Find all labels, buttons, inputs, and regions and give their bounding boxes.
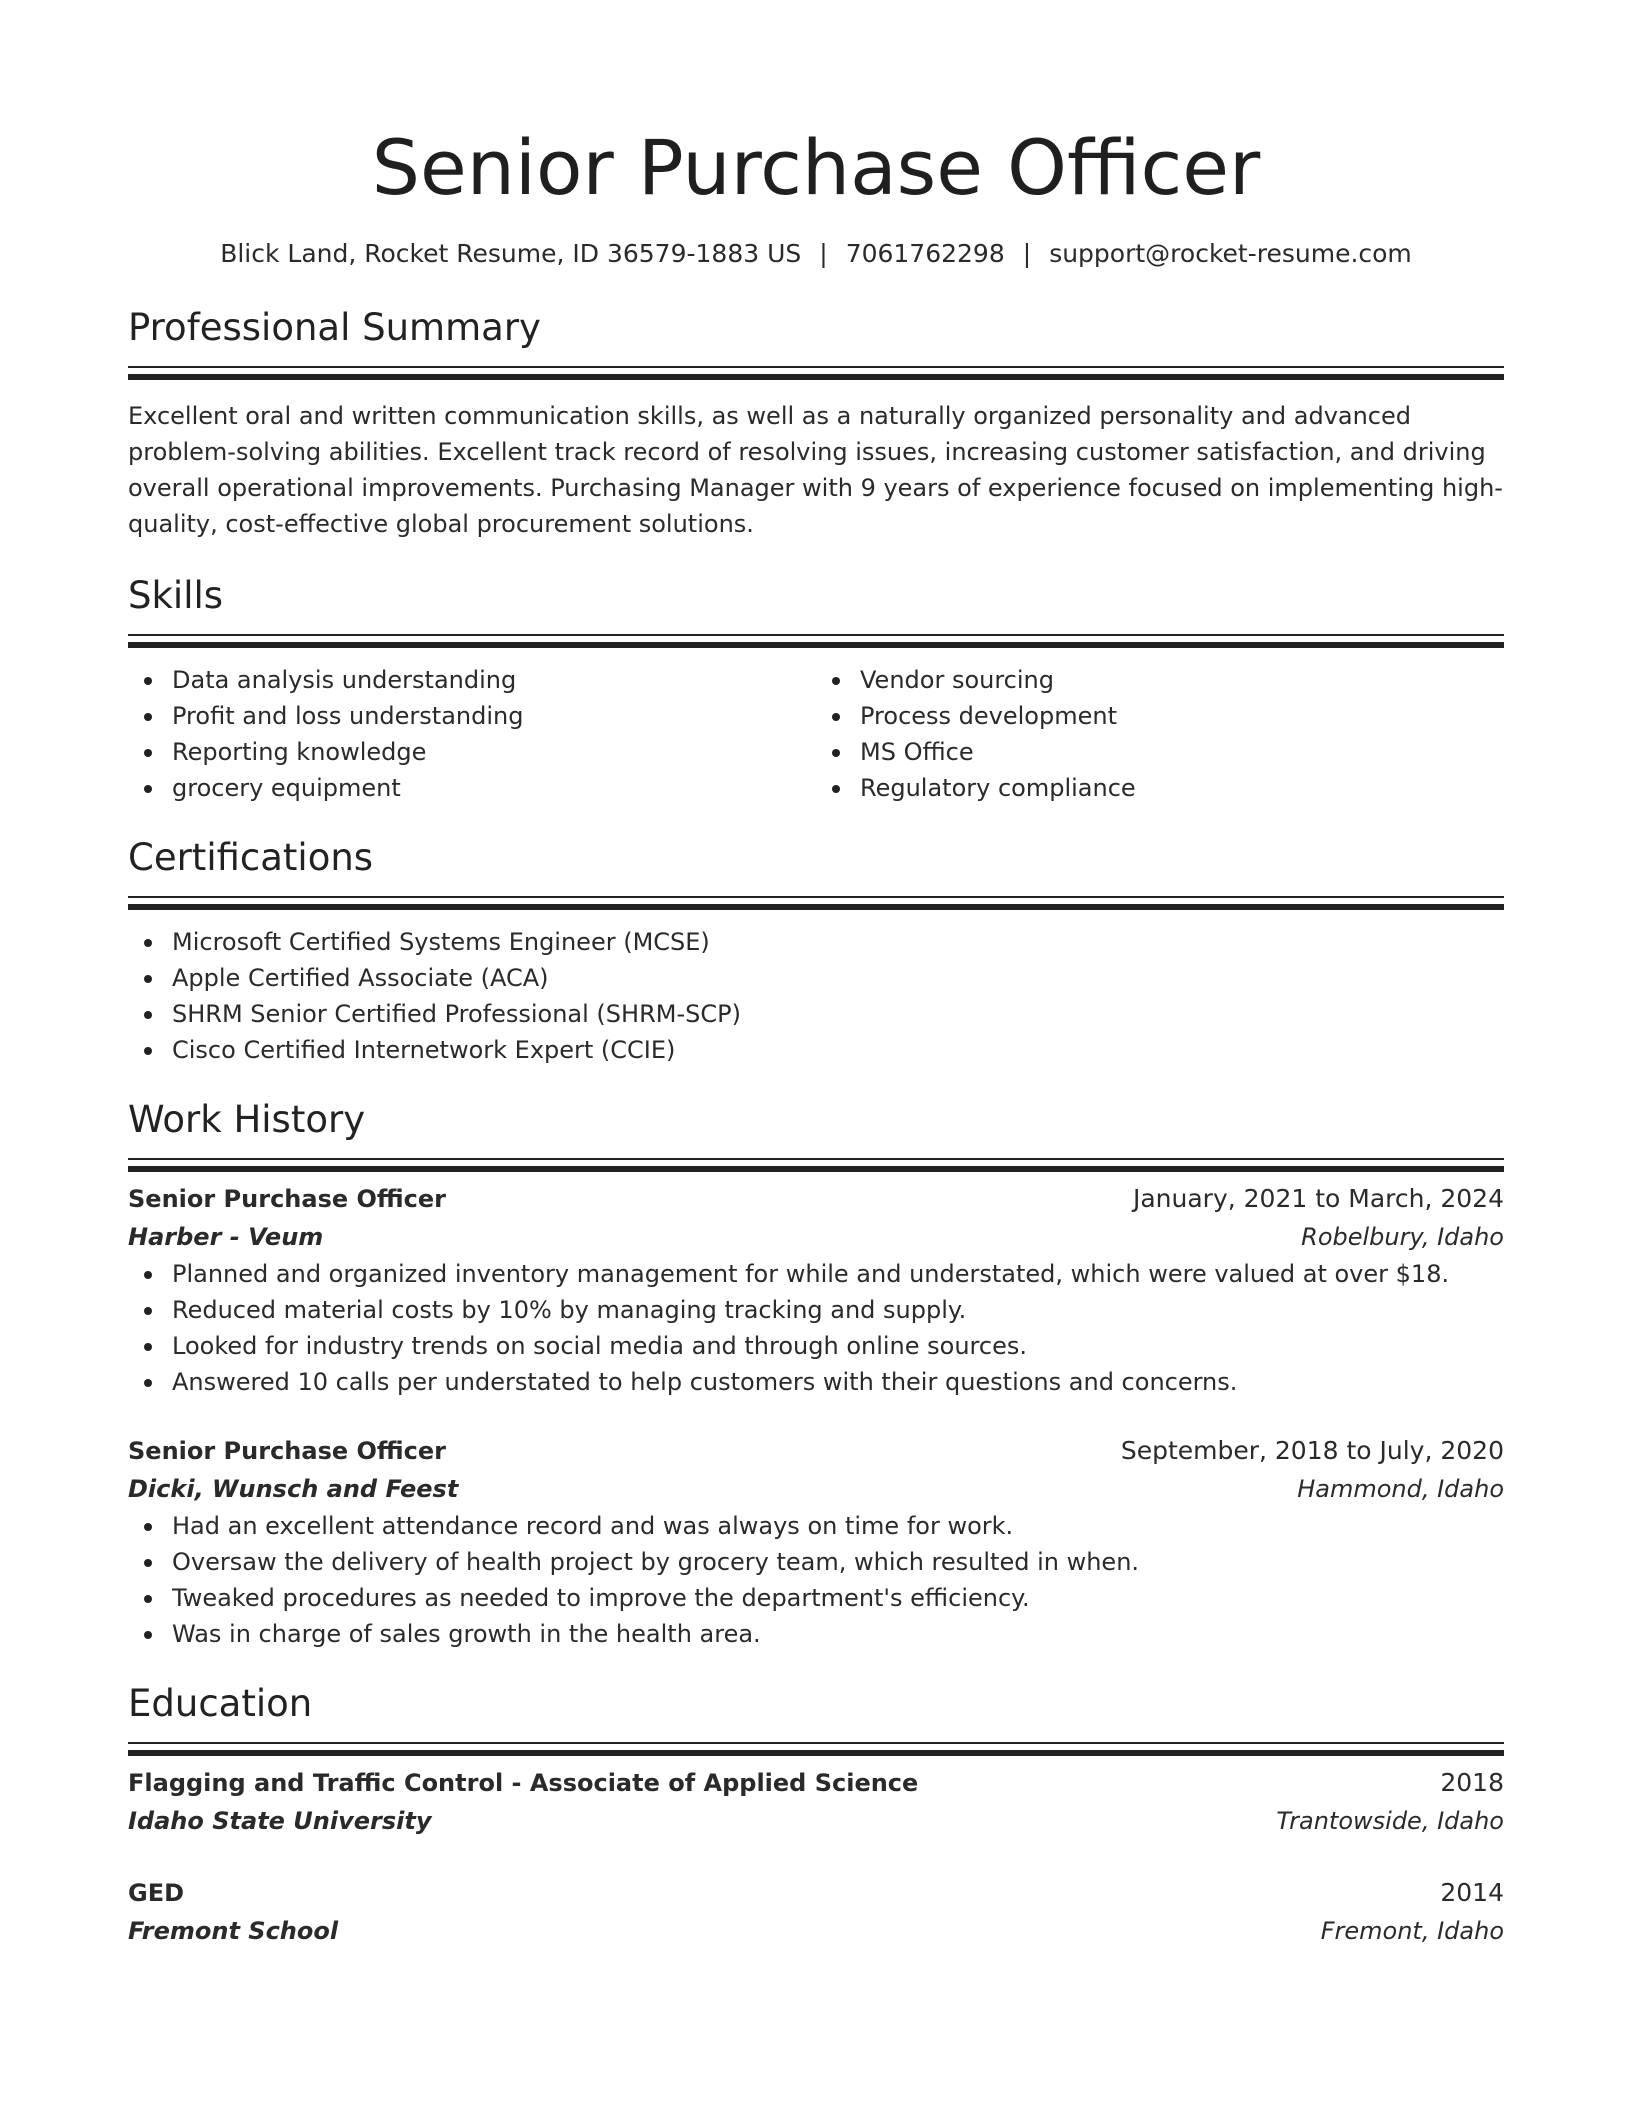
job-bullet: Planned and organized inventory management for while and understated, which were valued at over $18. (172, 1256, 1504, 1292)
job-company: Dicki, Wunsch and Feest (128, 1475, 459, 1503)
job-subheader (128, 1470, 1504, 1508)
contact-line (128, 236, 1504, 272)
certifications-list (128, 924, 1504, 1068)
job-entry (128, 1180, 1504, 1400)
education-header (128, 1764, 1504, 1802)
job-bullet: Answered 10 calls per understated to help customers with their questions and concerns. (172, 1364, 1504, 1400)
section-divider (128, 366, 1504, 368)
job-subheader (128, 1218, 1504, 1256)
skill-item: Regulatory compliance (860, 770, 1504, 806)
job-title: Senior Purchase Officer (128, 1437, 446, 1465)
job-company: Harber - Veum (128, 1223, 324, 1251)
job-bullet: Reduced material costs by 10% by managing tracking and supply. (172, 1292, 1504, 1328)
contact-separator: | (819, 239, 828, 268)
education-degree: Flagging and Traffic Control - Associate of Applied Science (128, 1769, 919, 1797)
education-entry (128, 1764, 1504, 1840)
job-entry (128, 1432, 1504, 1652)
job-dates: September, 2018 to July, 2020 (1120, 1436, 1504, 1465)
job-bullet: Had an excellent attendance record and was always on time for work. (172, 1508, 1504, 1544)
work-history-section (128, 1096, 1504, 1652)
job-title: Senior Purchase Officer (128, 1185, 446, 1213)
job-bullet: Oversaw the delivery of health project by grocery team, which resulted in when. (172, 1544, 1504, 1580)
job-bullet: Was in charge of sales growth in the health area. (172, 1616, 1504, 1652)
skill-item: Process development (860, 698, 1504, 734)
certification-item: SHRM Senior Certified Professional (SHRM-SCP) (172, 996, 1504, 1032)
certification-item: Microsoft Certified Systems Engineer (MCSE) (172, 924, 1504, 960)
contact-email[interactable]: support@rocket-resume.com (1049, 239, 1412, 268)
certification-item: Apple Certified Associate (ACA) (172, 960, 1504, 996)
summary-text: Excellent oral and written communication skills, as well as a naturally organized personality and advanced problem-solving abilities. Excellent track record of resolving issues, increasing customer satisfaction, and driving overall operational improvements. Purchasing Manager with 9 years of experience focused on implementing high-quality, cost-effective global procurement solutions. (128, 402, 1503, 538)
section-divider (128, 896, 1504, 898)
certification-item: Cisco Certified Internetwork Expert (CCIE) (172, 1032, 1504, 1068)
skill-item: Vendor sourcing (860, 662, 1504, 698)
education-subheader (128, 1912, 1504, 1950)
education-heading: Education (128, 1682, 313, 1725)
work-history-heading: Work History (128, 1098, 366, 1141)
job-bullet: Looked for industry trends on social media and through online sources. (172, 1328, 1504, 1364)
contact-address: Blick Land, Rocket Resume, ID 36579-1883 US (220, 239, 802, 268)
education-school: Idaho State University (128, 1807, 432, 1835)
contact-phone: 7061762298 (845, 239, 1005, 268)
job-header (128, 1180, 1504, 1218)
education-school: Fremont School (128, 1917, 339, 1945)
certifications-section (128, 834, 1504, 1068)
education-header (128, 1874, 1504, 1912)
job-bullets (128, 1508, 1504, 1652)
job-dates: January, 2021 to March, 2024 (1132, 1184, 1504, 1213)
skills-section (128, 572, 1504, 806)
skills-list-left (128, 662, 816, 806)
education-year: 2014 (1440, 1878, 1504, 1907)
education-degree: GED (128, 1879, 185, 1907)
contact-separator: | (1022, 239, 1032, 268)
skills-column-left (128, 662, 816, 806)
skills-heading: Skills (128, 574, 224, 617)
certifications-heading: Certifications (128, 836, 374, 879)
job-bullets (128, 1256, 1504, 1400)
job-location: Hammond, Idaho (1297, 1475, 1504, 1503)
education-year: 2018 (1440, 1768, 1504, 1797)
education-section (128, 1680, 1504, 1950)
skill-item: Profit and loss understanding (172, 698, 816, 734)
education-location: Trantowside, Idaho (1276, 1807, 1504, 1835)
summary-heading: Professional Summary (128, 306, 541, 349)
education-entry (128, 1874, 1504, 1950)
skill-item: MS Office (860, 734, 1504, 770)
job-bullet: Tweaked procedures as needed to improve the department's efficiency. (172, 1580, 1504, 1616)
section-divider (128, 1742, 1504, 1744)
candidate-name: Senior Purchase Officer (371, 123, 1261, 212)
job-header (128, 1432, 1504, 1470)
skill-item: Reporting knowledge (172, 734, 816, 770)
skills-grid (128, 662, 1504, 806)
job-location: Robelbury, Idaho (1301, 1223, 1504, 1251)
skills-list-right (816, 662, 1504, 806)
summary-section (128, 304, 1504, 542)
section-divider (128, 1158, 1504, 1160)
skill-item: grocery equipment (172, 770, 816, 806)
section-divider (128, 634, 1504, 636)
skills-column-right (816, 662, 1504, 806)
skill-item: Data analysis understanding (172, 662, 816, 698)
education-location: Fremont, Idaho (1320, 1917, 1504, 1945)
education-subheader (128, 1802, 1504, 1840)
